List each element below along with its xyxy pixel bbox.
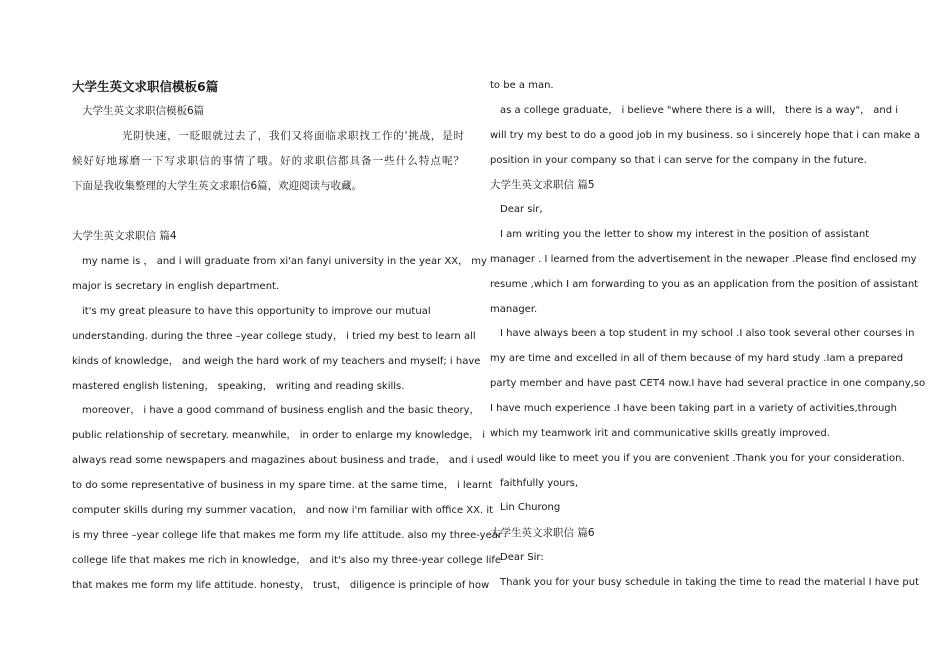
intro-line: 光阴快速，一眨眼就过去了，我们又将面临求职找工作的'挑战，是时 <box>122 130 464 142</box>
section5-line: Lin Churong <box>500 502 561 513</box>
section5-heading: 大学生英文求职信 篇5 <box>490 179 595 191</box>
section4-line: my name is ， and i will graduate from xi'an fanyi university in the year XX， my <box>82 256 487 267</box>
section4-heading: 大学生英文求职信 篇4 <box>72 230 177 242</box>
section4-line: that makes me form my life attitude. honesty， trust， diligence is principle of how <box>72 580 490 591</box>
section4-line: always read some newspapers and magazines about business and trade， and i used <box>72 455 501 466</box>
section5-line: party member and have past CET4 now.I have had several practice in one company,so <box>490 378 926 389</box>
section5-line: faithfully yours, <box>500 478 579 489</box>
section4-line: major is secretary in english department. <box>72 281 280 292</box>
section4-line: computer skills during my summer vacation， and now i'm familiar with office XX. it <box>72 505 494 516</box>
section5-line: which my teamwork irit and communicative skills greatly improved. <box>490 428 830 439</box>
section4-line: moreover， i have a good command of business english and the basic theory， <box>82 405 480 416</box>
section4-continued-line: will try my best to do a good job in my business. so i sincerely hope that i can make a <box>490 130 921 141</box>
section4-continued-line: to be a man. <box>490 80 554 91</box>
section5-line: Dear sir, <box>500 204 543 215</box>
section4-line: college life that makes me rich in knowledge， and it's also my three-year college life <box>72 555 502 566</box>
section6-heading: 大学生英文求职信 篇6 <box>490 527 595 539</box>
section5-line: manager. <box>490 304 538 315</box>
section5-line: I would like to meet you if you are convenient .Thank you for your consideration. <box>500 453 905 464</box>
section4-line: it's my great pleasure to have this opportunity to improve our mutual <box>82 306 431 317</box>
document-title: 大学生英文求职信模板6篇 <box>72 79 219 94</box>
section6-line: Thank you for your busy schedule in taking the time to read the material I have put <box>500 577 920 588</box>
section4-line: public relationship of secretary. meanwhile， in order to enlarge my knowledge， i <box>72 430 486 441</box>
section4-continued-line: as a college graduate， i believe "where there is a will， there is a way"， and i <box>500 105 899 116</box>
section6-line: Dear Sir: <box>500 552 544 563</box>
section5-line: manager . I learned from the advertisement in the newaper .Please find enclosed my <box>490 254 917 265</box>
section4-line: to do some representative of business in my spare time. at the same time， i learnt <box>72 480 493 491</box>
section5-line: my are time and excelled in all of them because of my hard study .Iam a prepared <box>490 353 904 364</box>
section4-line: mastered english listening， speaking， writing and reading skills. <box>72 381 405 392</box>
section5-line: I have always been a top student in my school .I also took several other courses in <box>500 328 915 339</box>
section5-line: I have much experience .I have been taking part in a variety of activities,through <box>490 403 897 414</box>
document-subtitle: 大学生英文求职信模板6篇 <box>82 105 205 117</box>
section4-line: understanding. during the three –year college study， i tried my best to learn all <box>72 331 476 342</box>
section4-continued-line: position in your company so that i can serve for the company in the future. <box>490 155 867 166</box>
section5-line: resume ,which I am forwarding to you as an application from the position of assistant <box>490 279 919 290</box>
section5-line: I am writing you the letter to show my interest in the position of assistant <box>500 229 870 240</box>
intro-line: 下面是我收集整理的大学生英文求职信6篇，欢迎阅读与收藏。 <box>72 180 363 192</box>
section4-line: kinds of knowledge， and weigh the hard work of my teachers and myself; i have <box>72 356 481 367</box>
intro-line: 候好好地琢磨一下写求职信的事情了哦。好的求职信都具备一些什么特点呢？ <box>72 155 464 167</box>
section4-line: is my three –year college life that makes me form my life attitude. also my three-year <box>72 530 502 541</box>
